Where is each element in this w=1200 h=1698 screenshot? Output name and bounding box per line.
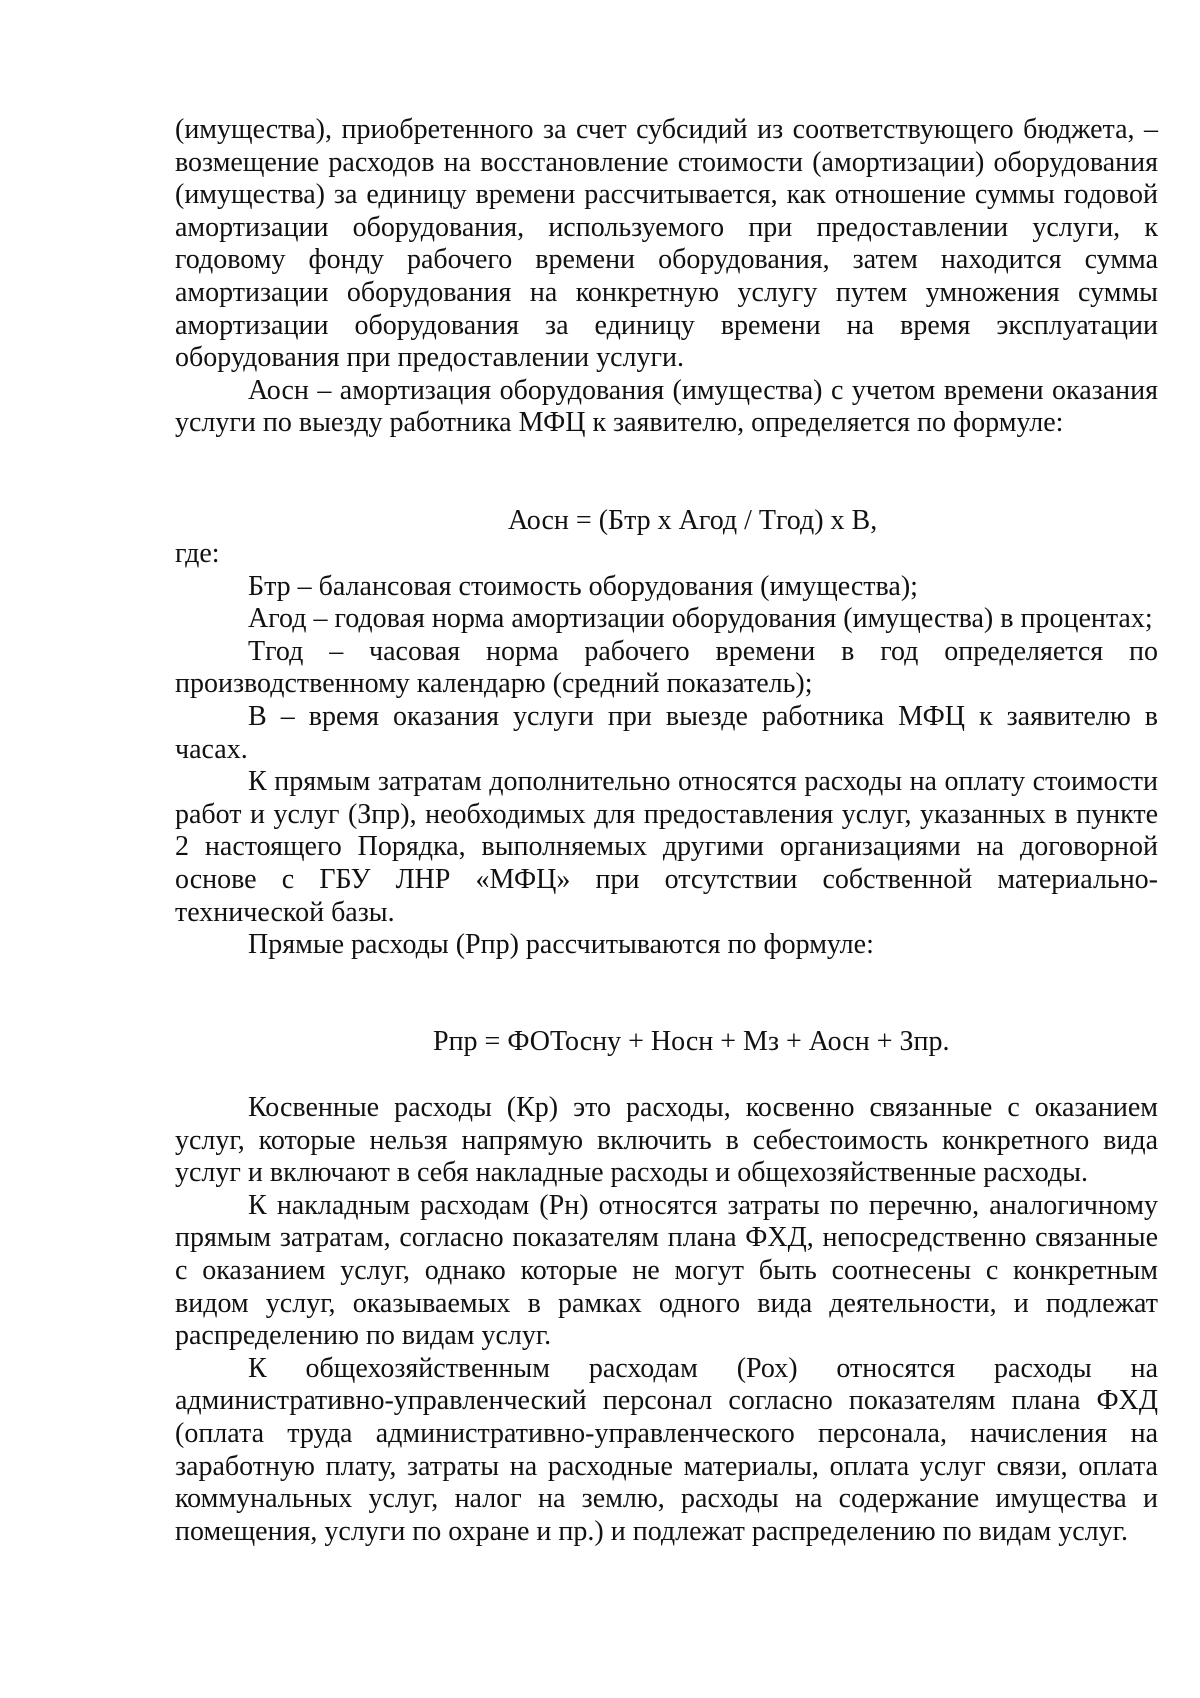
intro-paragraph: (имущества), приобретенного за счет субсидий из соответствующего бюджета, – возмещение расходов на восстановление стоимости (амортизации) оборудования (имущества) за единицу времени рассчитывается, как отношение суммы годовой амортизации оборудования, используемого при предоставлении услуги, к годовому фонду рабочего времени оборудования, затем находится сумма амортизации оборудования на конкретную услугу путем умножения суммы амортизации оборудования за единицу времени на время эксплуатации оборудования при предоставлении услуги. xyxy=(175,114,1158,374)
where-label: где: xyxy=(175,538,220,569)
text-section-definitions xyxy=(175,538,1158,962)
rpr-intro: Прямые расходы (Рпр) рассчитываются по формуле: xyxy=(248,929,874,961)
indirect-costs-paragraph: Косвенные расходы (Кр) это расходы, косвенно связанные с оказанием услуг, которые нельзя напрямую включить в себестоимость конкретного вида услуг и включают в себя накладные расходы и общехозяйственные расходы. xyxy=(175,1092,1158,1189)
direct-costs-paragraph: К прямым затратам дополнительно относятся расходы на оплату стоимости работ и услуг (Зпр), необходимых для предоставления услуг, указанных в пункте 2 настоящего Порядка, выполняемых другими организациями на договорной основе с ГБУ ЛНР «МФЦ» при отсутствии собственной материально-технической базы. xyxy=(175,766,1158,928)
definition-btr: Бтр – балансовая стоимость оборудования (имущества); xyxy=(248,570,918,602)
definition-tgod: Тгод – часовая норма рабочего времени в год определяется по производственному календарю (средний показатель); xyxy=(175,635,1158,700)
text-section-bottom xyxy=(175,1092,1158,1548)
text-section-top xyxy=(175,114,1158,440)
aosn-paragraph: Аосн – амортизация оборудования (имущества) с учетом времени оказания услуги по выезду работника МФЦ к заявителю, определяется по формуле: xyxy=(175,374,1158,439)
definition-v: В – время оказания услуги при выезде работника МФЦ к заявителю в часах. xyxy=(175,700,1158,765)
general-expenses-paragraph: К общехозяйственным расходам (Рох) относятся расходы на административно-управленческий персонал согласно показателям плана ФХД (оплата труда административно-управленческого персонала, начисления на заработную плату, затраты на расходные материалы, оплата услуг связи, оплата коммунальных услуг, налог на землю, расходы на содержание имущества и помещения, услуги по охране и пр.) и подлежат распределению по видам услуг. xyxy=(175,1352,1158,1547)
definition-agod: Агод – годовая норма амортизации оборудования (имущества) в процентах; xyxy=(248,603,1153,635)
formula-rpr: Рпр = ФОТосну + Носн + Мз + Аосн + Зпр. xyxy=(433,1026,950,1057)
formula-aosn: Аосн = (Бтр х Агод / Тгод) х В, xyxy=(508,505,878,536)
overhead-paragraph: К накладным расходам (Рн) относятся затраты по перечню, аналогичному прямым затратам, согласно показателям плана ФХД, непосредственно связанные с оказанием услуг, однако которые не могут быть соотнесены с конкретным видом услуг, оказываемых в рамках одного вида деятельности, и подлежат распределению по видам услуг. xyxy=(175,1189,1158,1352)
